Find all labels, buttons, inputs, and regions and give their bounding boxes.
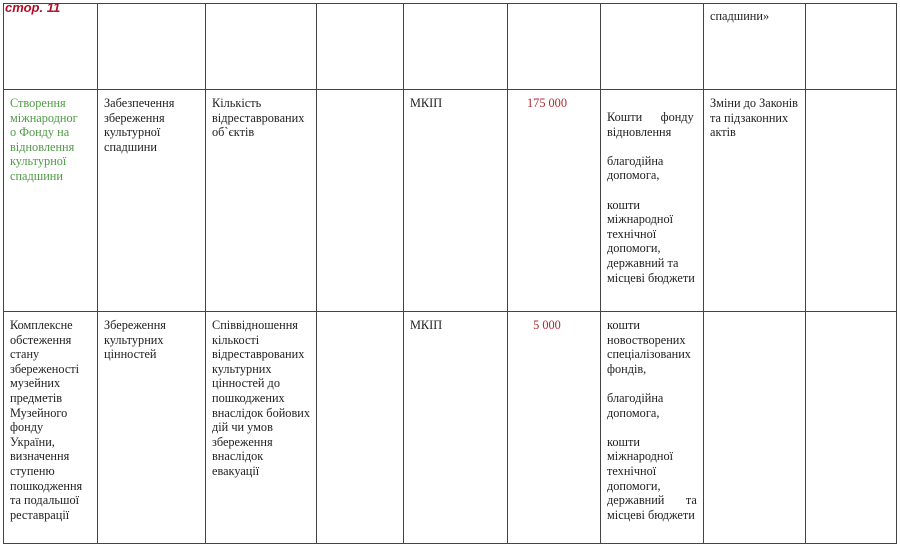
- cell-note: [806, 312, 897, 544]
- table-row: [4, 312, 897, 544]
- cell-note: [806, 90, 897, 312]
- table-row: [4, 90, 897, 312]
- cell-amount: [508, 4, 601, 90]
- cell-term: [317, 312, 404, 544]
- cell-funding: [601, 4, 704, 90]
- cell-indicator: [206, 4, 317, 90]
- table-row: [4, 4, 897, 90]
- cell-term: [317, 4, 404, 90]
- cell-goal: [98, 4, 206, 90]
- cell-measure: Комплексне обстеження стану збереженості музейних предметів Музейного фонду України, визначення ступеню пошкодження та подальшої реставрації: [4, 312, 98, 544]
- measures-table: [3, 3, 897, 544]
- cell-regulation: спадшини»: [704, 4, 806, 90]
- cell-responsible: [404, 4, 508, 90]
- cell-amount: 5 000: [508, 312, 601, 544]
- cell-indicator: Кількість відреставрованих об`єктів: [206, 90, 317, 312]
- cell-amount: 175 000: [508, 90, 601, 312]
- cell-funding: кошти новостворених спеціалізованих фондів, благодійна допомога, кошти міжнародної технічної допомоги, державний та місцеві бюджети: [601, 312, 704, 544]
- cell-measure: Створення міжнародног о Фонду на відновлення культурної спадшини: [4, 90, 98, 312]
- cell-note: [806, 4, 897, 90]
- cell-responsible: МКІП: [404, 312, 508, 544]
- cell-measure: [4, 4, 98, 90]
- cell-goal: Забезпечення збереження культурної спадшини: [98, 90, 206, 312]
- cell-indicator: Співвідношення кількості відреставрованих культурних цінностей до пошкоджених внаслідок бойових дій чи умов збереження внаслідок евакуації: [206, 312, 317, 544]
- cell-responsible: МКІП: [404, 90, 508, 312]
- cell-regulation: Зміни до Законів та підзаконних актів: [704, 90, 806, 312]
- cell-term: [317, 90, 404, 312]
- cell-goal: Збереження культурних цінностей: [98, 312, 206, 544]
- cell-funding: Кошти фонду відновлення благодійна допомога, кошти міжнародної технічної допомоги, державний та місцеві бюджети: [601, 90, 704, 312]
- page-number-label: стор. 11: [5, 0, 61, 15]
- cell-regulation: [704, 312, 806, 544]
